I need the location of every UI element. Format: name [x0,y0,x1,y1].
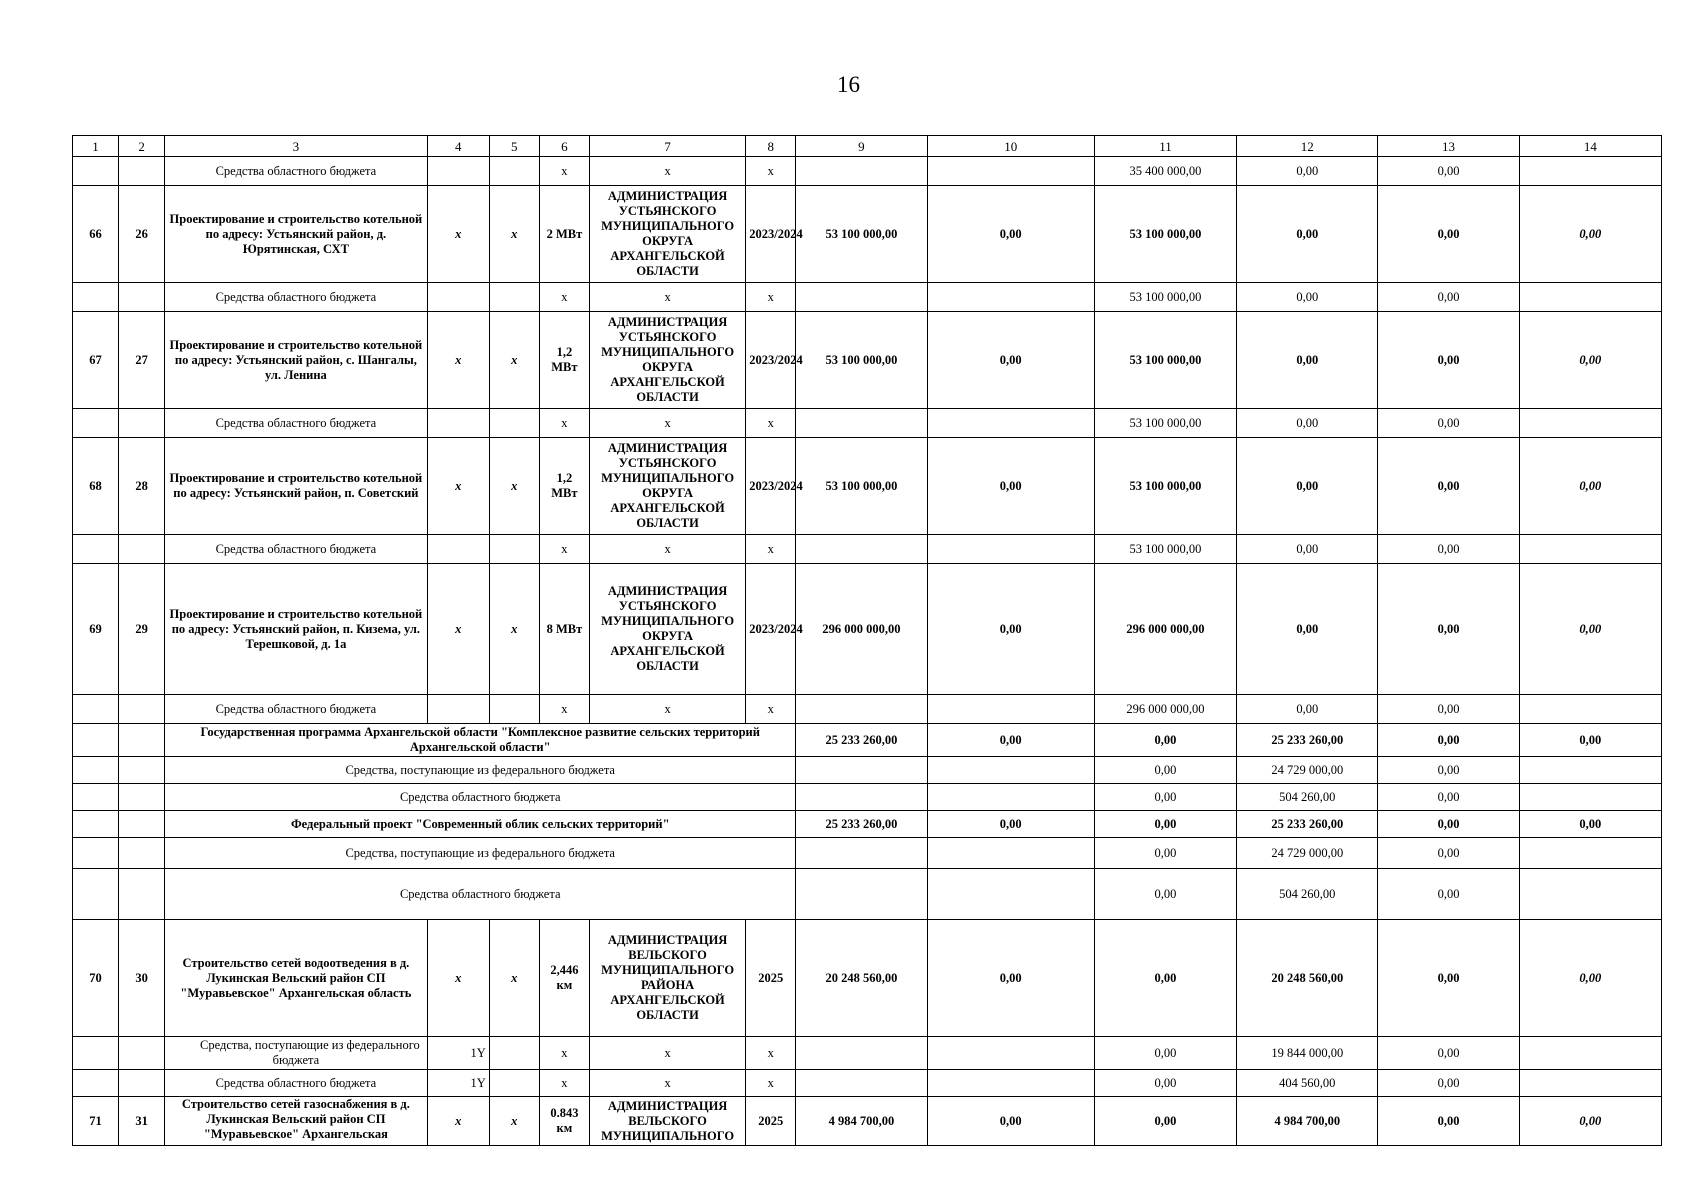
table-cell [73,1070,119,1097]
table-cell [427,535,489,564]
program-title: Государственная программа Архангельской области "Комплексное развитие сельских территорий Архангельской области" [165,724,796,757]
table-cell: 20 248 560,00 [1237,920,1378,1037]
table-row [73,695,1662,724]
funding-source: Средства, поступающие из федерального бюджета [165,1037,427,1070]
table-row [73,312,1662,409]
funding-source: Средства областного бюджета [165,784,796,811]
table-cell [796,1070,927,1097]
table-cell: х [589,409,745,438]
table-row [73,283,1662,312]
table-cell: 53 100 000,00 [796,438,927,535]
table-cell: х [746,695,796,724]
table-cell: 0,00 [1519,186,1661,283]
table-cell: 296 000 000,00 [1094,695,1236,724]
table-cell: 0,00 [1378,438,1519,535]
table-row [73,186,1662,283]
table-cell: 0,00 [1237,438,1378,535]
table-cell [1519,869,1661,920]
table-cell: 67 [73,312,119,409]
table-cell [796,283,927,312]
table-cell: 0,00 [1519,1097,1661,1146]
table-cell [927,1037,1094,1070]
table-cell: 1,2 МВт [539,438,589,535]
table-cell: х [427,920,489,1037]
table-cell [73,724,119,757]
table-cell: 504 260,00 [1237,784,1378,811]
funding-source: Средства областного бюджета [165,283,427,312]
table-cell [1519,283,1661,312]
funding-source: Средства областного бюджета [165,1070,427,1097]
table-cell [1519,409,1661,438]
table-cell: х [589,283,745,312]
table-cell: 0,00 [1094,811,1236,838]
table-cell [1519,838,1661,869]
table-cell: 53 100 000,00 [1094,438,1236,535]
table-cell: 0,00 [1378,838,1519,869]
table-cell: 0,00 [1094,869,1236,920]
table-cell: х [489,186,539,283]
table-cell [119,811,165,838]
table-cell: х [746,157,796,186]
organization: АДМИНИСТРАЦИЯ УСТЬЯНСКОГО МУНИЦИПАЛЬНОГО ОКРУГА АРХАНГЕЛЬСКОЙ ОБЛАСТИ [589,564,745,695]
header-row [73,136,1662,157]
table-cell: 0,00 [1237,409,1378,438]
table-cell [796,869,927,920]
table-cell [489,1037,539,1070]
table-cell [119,695,165,724]
table-cell: 27 [119,312,165,409]
table-cell [119,535,165,564]
table-cell: х [427,1097,489,1146]
table-cell: 0,00 [1237,535,1378,564]
table-cell: 0,00 [1237,695,1378,724]
table-cell: х [539,409,589,438]
table-cell: 504 260,00 [1237,869,1378,920]
table-cell [119,757,165,784]
table-cell [927,409,1094,438]
table-cell [489,283,539,312]
table-cell [796,784,927,811]
table-cell [489,409,539,438]
table-cell: х [427,186,489,283]
col-header: 8 [746,136,796,157]
table-cell [796,409,927,438]
table-cell: 53 100 000,00 [1094,409,1236,438]
table-cell: 0,00 [1378,1097,1519,1146]
table-cell: 69 [73,564,119,695]
table-cell: 53 100 000,00 [1094,186,1236,283]
table-row [73,838,1662,869]
table-cell: 296 000 000,00 [796,564,927,695]
table-cell: 0,00 [1094,757,1236,784]
table-cell: 0,00 [1237,312,1378,409]
table-row [73,869,1662,920]
table-cell: х [427,438,489,535]
organization: АДМИНИСТРАЦИЯ ВЕЛЬСКОГО МУНИЦИПАЛЬНОГО РАЙОНА АРХАНГЕЛЬСКОЙ ОБЛАСТИ [589,920,745,1037]
table-cell: 53 100 000,00 [1094,535,1236,564]
table-row [73,157,1662,186]
table-cell: 68 [73,438,119,535]
col-header: 2 [119,136,165,157]
table-cell: 0,00 [1094,838,1236,869]
table-cell: 0,00 [1378,535,1519,564]
table-cell: 71 [73,1097,119,1146]
table-cell: 0,00 [1519,564,1661,695]
table-cell [927,157,1094,186]
table-cell: 4 984 700,00 [796,1097,927,1146]
table-cell: 0,00 [927,1097,1094,1146]
table-cell: 1Y [427,1037,489,1070]
table-cell: 53 100 000,00 [1094,312,1236,409]
table-cell: х [539,1037,589,1070]
table-cell: х [589,1037,745,1070]
table-cell: 31 [119,1097,165,1146]
object-name: Проектирование и строительство котельной по адресу: Устьянский район, п. Кизема, ул. Терешковой, д. 1а [165,564,427,695]
table-cell: 29 [119,564,165,695]
table-cell: 0,00 [927,438,1094,535]
table-cell: х [539,283,589,312]
table-cell [1519,1037,1661,1070]
table-cell [1519,157,1661,186]
organization: АДМИНИСТРАЦИЯ УСТЬЯНСКОГО МУНИЦИПАЛЬНОГО ОКРУГА АРХАНГЕЛЬСКОЙ ОБЛАСТИ [589,312,745,409]
col-header: 6 [539,136,589,157]
table-cell [73,283,119,312]
table-cell: 0,00 [1378,920,1519,1037]
table-cell: 25 233 260,00 [796,724,927,757]
funding-source: Средства областного бюджета [165,157,427,186]
table-cell [73,1037,119,1070]
object-name: Проектирование и строительство котельной по адресу: Устьянский район, д. Юрятинская, СХТ [165,186,427,283]
col-header: 11 [1094,136,1236,157]
table-cell [73,757,119,784]
table-cell: х [539,695,589,724]
project-title: Федеральный проект "Современный облик сельских территорий" [165,811,796,838]
table-cell: 24 729 000,00 [1237,838,1378,869]
table-cell: 2 МВт [539,186,589,283]
table-cell [927,838,1094,869]
table-cell [927,784,1094,811]
table-cell: 0,00 [1378,869,1519,920]
table-cell [73,811,119,838]
table-cell [927,1070,1094,1097]
table-cell: 0,00 [927,811,1094,838]
table-cell: х [746,283,796,312]
table-cell: 2025 [746,1097,796,1146]
table-cell: х [489,564,539,695]
table-row [73,784,1662,811]
table-cell: 8 МВт [539,564,589,695]
table-cell: 20 248 560,00 [796,920,927,1037]
table-cell: 0,00 [1378,811,1519,838]
col-header: 10 [927,136,1094,157]
table-cell: х [746,1037,796,1070]
table-cell: 53 100 000,00 [796,312,927,409]
table-cell [119,784,165,811]
table-cell [73,409,119,438]
table-row [73,1097,1662,1146]
table-cell: х [746,409,796,438]
table-row [73,535,1662,564]
table-cell: 2023/2024 [746,564,796,695]
table-cell [1519,695,1661,724]
table-cell [119,283,165,312]
table-cell: 0,00 [1378,312,1519,409]
table-cell: 1,2 МВт [539,312,589,409]
table-cell: 0,00 [1519,312,1661,409]
table-row [73,757,1662,784]
table-cell: 296 000 000,00 [1094,564,1236,695]
table-cell: 0,00 [1378,724,1519,757]
table-cell: х [589,1070,745,1097]
table-cell: 19 844 000,00 [1237,1037,1378,1070]
table-cell [1519,757,1661,784]
table-cell: 26 [119,186,165,283]
table-cell: 0,00 [927,564,1094,695]
funding-source: Средства, поступающие из федерального бюджета [165,838,796,869]
funding-source: Средства областного бюджета [165,535,427,564]
col-header: 1 [73,136,119,157]
table-cell [427,409,489,438]
col-header: 7 [589,136,745,157]
funding-source: Средства областного бюджета [165,869,796,920]
table-row [73,409,1662,438]
table-cell [796,838,927,869]
table-cell: 66 [73,186,119,283]
table-cell: х [427,312,489,409]
table-cell: 0,00 [1094,1097,1236,1146]
table-cell [119,838,165,869]
object-name: Проектирование и строительство котельной по адресу: Устьянский район, с. Шангалы, ул. Ленина [165,312,427,409]
table-row [73,724,1662,757]
table-cell: 2023/2024 [746,438,796,535]
table-cell: 0,00 [1094,920,1236,1037]
table-cell: 25 233 260,00 [1237,724,1378,757]
table-cell: 0,00 [1237,564,1378,695]
col-header: 14 [1519,136,1661,157]
table-cell [119,1037,165,1070]
funding-source: Средства областного бюджета [165,409,427,438]
table-cell: х [589,695,745,724]
table-cell: 0,00 [927,920,1094,1037]
table-cell: 0,00 [1237,157,1378,186]
table-cell [796,757,927,784]
table-cell: 2023/2024 [746,186,796,283]
table-cell: 0,00 [1094,724,1236,757]
table-cell [1519,784,1661,811]
table-cell: 28 [119,438,165,535]
table-row [73,811,1662,838]
table-cell: 0,00 [1378,186,1519,283]
table-cell: х [489,438,539,535]
table-cell [927,757,1094,784]
table-cell [927,869,1094,920]
table-cell [1519,1070,1661,1097]
table-cell: х [539,1070,589,1097]
col-header: 4 [427,136,489,157]
table-cell [927,535,1094,564]
budget-table [72,135,1662,1146]
table-cell [119,409,165,438]
table-cell: 0,00 [927,186,1094,283]
col-header: 13 [1378,136,1519,157]
table-cell: 30 [119,920,165,1037]
table-cell [796,695,927,724]
table-cell [427,283,489,312]
table-row [73,1070,1662,1097]
table-cell: 0,00 [1378,564,1519,695]
table-cell: х [746,535,796,564]
page-number: 16 [837,72,860,97]
table-cell: 70 [73,920,119,1037]
table-cell [73,535,119,564]
table-cell: 0,00 [1378,695,1519,724]
table-cell: 0,00 [1237,283,1378,312]
table-row [73,1037,1662,1070]
table-cell: 0,00 [1519,811,1661,838]
col-header: 5 [489,136,539,157]
table-cell [73,157,119,186]
table-cell [119,1070,165,1097]
table-cell [427,695,489,724]
table-cell [73,695,119,724]
col-header: 9 [796,136,927,157]
table-cell: х [489,1097,539,1146]
table-cell: 0,00 [1378,1070,1519,1097]
table-cell: 0,00 [927,312,1094,409]
table-cell: 0,00 [1378,157,1519,186]
table-cell: 4 984 700,00 [1237,1097,1378,1146]
table-cell: 0,00 [1378,757,1519,784]
table-cell: 2023/2024 [746,312,796,409]
table-cell: 25 233 260,00 [796,811,927,838]
table-cell: 0,00 [1378,1037,1519,1070]
table-cell: х [746,1070,796,1097]
organization: АДМИНИСТРАЦИЯ УСТЬЯНСКОГО МУНИЦИПАЛЬНОГО ОКРУГА АРХАНГЕЛЬСКОЙ ОБЛАСТИ [589,438,745,535]
table-cell [1519,535,1661,564]
table-cell: 404 560,00 [1237,1070,1378,1097]
table-cell: 2,446 км [539,920,589,1037]
table-cell: 53 100 000,00 [796,186,927,283]
table-cell: 1Y [427,1070,489,1097]
table-cell [427,157,489,186]
table-cell: 35 400 000,00 [1094,157,1236,186]
table-cell [489,1070,539,1097]
table-cell: 0,00 [1378,409,1519,438]
funding-source: Средства, поступающие из федерального бюджета [165,757,796,784]
table-cell: х [489,920,539,1037]
table-cell: 0,00 [1519,438,1661,535]
object-name: Строительство сетей газоснабжения в д. Лукинская Вельский район СП "Муравьевское" Архангельская [165,1097,427,1146]
table-cell: 53 100 000,00 [1094,283,1236,312]
table-cell [489,695,539,724]
table-cell [73,838,119,869]
table-cell [73,869,119,920]
table-cell: х [539,157,589,186]
table-cell: 0,00 [1378,784,1519,811]
table-cell [489,157,539,186]
table-cell [119,157,165,186]
funding-source: Средства областного бюджета [165,695,427,724]
table-cell: 0,00 [1237,186,1378,283]
table-cell [927,283,1094,312]
table-cell: х [489,312,539,409]
table-cell [489,535,539,564]
table-row [73,438,1662,535]
table-cell: 0.843 км [539,1097,589,1146]
col-header: 12 [1237,136,1378,157]
table-cell: 24 729 000,00 [1237,757,1378,784]
object-name: Проектирование и строительство котельной по адресу: Устьянский район, п. Советский [165,438,427,535]
table-cell [119,869,165,920]
table-cell: х [427,564,489,695]
table-cell [73,784,119,811]
table-cell: 0,00 [1519,724,1661,757]
table-cell: х [539,535,589,564]
table-cell: 25 233 260,00 [1237,811,1378,838]
organization: АДМИНИСТРАЦИЯ УСТЬЯНСКОГО МУНИЦИПАЛЬНОГО ОКРУГА АРХАНГЕЛЬСКОЙ ОБЛАСТИ [589,186,745,283]
table-cell [796,1037,927,1070]
table-cell [796,157,927,186]
table-cell [119,724,165,757]
organization: АДМИНИСТРАЦИЯ ВЕЛЬСКОГО МУНИЦИПАЛЬНОГО [589,1097,745,1146]
table-cell: 2025 [746,920,796,1037]
table-cell: х [589,535,745,564]
col-header: 3 [165,136,427,157]
table-cell [927,695,1094,724]
table-row [73,564,1662,695]
table-cell: 0,00 [1094,1070,1236,1097]
table-cell: 0,00 [927,724,1094,757]
table-cell: 0,00 [1378,283,1519,312]
table-cell: 0,00 [1094,1037,1236,1070]
table-cell: х [589,157,745,186]
object-name: Строительство сетей водоотведения в д. Лукинская Вельский район СП "Муравьевское" Архангельская область [165,920,427,1037]
table-cell [796,535,927,564]
table-row [73,920,1662,1037]
table-cell: 0,00 [1094,784,1236,811]
table-cell: 0,00 [1519,920,1661,1037]
